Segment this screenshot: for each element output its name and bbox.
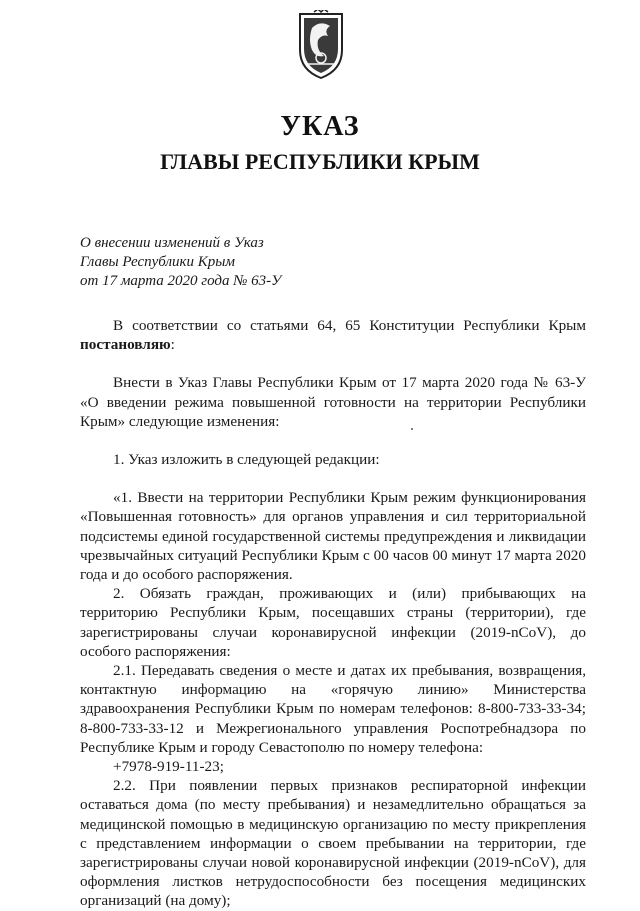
- subject-line: О внесении изменений в Указ: [80, 235, 264, 251]
- scan-speck: [411, 428, 413, 430]
- subject-line: от 17 марта 2020 года № 63-У: [80, 273, 282, 289]
- clause-2-2-paragraph: 2.2. При появлении первых признаков респираторной инфекции оставаться дома (по месту пребывания) и незамедлительно обращаться за медицинской помощью в медицинскую организацию по месту прикрепления с представлением информации о своем пребывании на территории, где зарегистрированы случаи новой коронавирусной инфекции (2019-nCoV), для оформления листков нетрудоспособности без посещения медицинских организаций (на дому);: [80, 777, 586, 910]
- clause-2-1-paragraph: 2.1. Передавать сведения о месте и датах их пребывания, возвращения, контактную информацию на «горячую линию» Министерства здравоохранения Республики Крым по номерам телефонов: 8-800-733-33-34; 8-800-733-33-12 и Межрегионального управления Роспотребнадзора по Республике Крым и городу Севастополю по номеру телефона:: [80, 662, 586, 756]
- intro-paragraph: Внести в Указ Главы Республики Крым от 17 марта 2020 года № 63-У «О введении режима повышенной готовности на территории Республики Крым» следующие изменения:: [80, 374, 586, 430]
- preamble-decree-word: постановляю: [80, 336, 171, 354]
- document-title: УКАЗ: [280, 111, 360, 142]
- document-subject: [80, 234, 440, 291]
- clause-2-paragraph: 2. Обязать граждан, проживающих и (или) прибывающих на территорию Республики Крым, посещавших страны (территории), где зарегистрированы случаи коронавирусной инфекции (2019-nCoV), до особого распоряжения:: [80, 585, 586, 660]
- document-body: [80, 316, 586, 911]
- clause-1-paragraph: «1. Ввести на территории Республики Крым режим функционирования «Повышенная готовность» для органов управления и сил территориальной подсистемы единой государственной системы предупреждения и ликвидации чрезвычайных ситуаций Республики Крым с 00 часов 00 минут 17 марта 2020 года и до особого распоряжения.: [80, 489, 586, 584]
- phone-line: +7978-919-11-23;: [113, 758, 224, 776]
- preamble-text: В соответствии со статьями 64, 65 Конституции Республики Крым: [113, 317, 586, 334]
- coat-of-arms-icon: [294, 10, 348, 80]
- document-subtitle: ГЛАВЫ РЕСПУБЛИКИ КРЫМ: [160, 149, 480, 174]
- subject-line: Главы Республики Крым: [80, 254, 235, 270]
- item-1-paragraph: 1. Указ изложить в следующей редакции:: [113, 451, 380, 469]
- preamble-colon: :: [170, 336, 175, 354]
- preamble-paragraph: [80, 316, 586, 354]
